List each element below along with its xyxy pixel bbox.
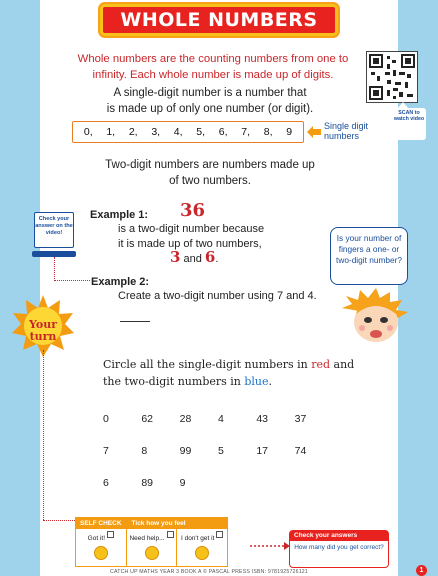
dotted-connector — [43, 520, 75, 521]
check-answers-box[interactable] — [289, 530, 389, 568]
example1-number: 36 — [180, 200, 206, 221]
example1-digit-b: 6 — [204, 248, 216, 266]
two-digit-definition — [60, 157, 360, 189]
single-digit-label: Single digit numbers — [324, 121, 369, 141]
digit-item: 6, — [218, 126, 228, 138]
tick-checkbox[interactable] — [167, 531, 174, 538]
qr-code-graphic — [367, 52, 417, 102]
instruction-part2: and the two-digit numbers in — [103, 358, 355, 388]
check-video-screen-icon[interactable]: Check your answer on the video! — [34, 212, 74, 248]
grid-number[interactable]: 7 — [103, 445, 109, 457]
digit-item: 5, — [196, 126, 206, 138]
self-check-header — [76, 518, 227, 529]
grid-number[interactable]: 43 — [256, 413, 269, 425]
dotted-connector — [43, 350, 44, 520]
check-answers-question: How many did you get correct? — [294, 544, 384, 551]
example1-text — [118, 222, 318, 251]
grid-number[interactable]: 5 — [217, 445, 224, 457]
intro-text: Whole numbers are the counting numbers from one to infinity. Each whole number is made up of digits. — [77, 53, 349, 81]
left-arrow-icon — [306, 125, 322, 139]
digit-item: 9 — [286, 126, 293, 138]
example1-period: . — [215, 253, 219, 265]
single-digit-definition — [60, 85, 360, 117]
self-check-box — [75, 517, 228, 567]
grid-number[interactable]: 17 — [256, 445, 269, 457]
girl-illustration — [336, 286, 416, 352]
grid-number[interactable]: 8 — [141, 445, 148, 457]
qr-code[interactable] — [366, 51, 418, 103]
example2-text: Create a two-digit number using 7 and 4. — [118, 290, 317, 302]
self-check-subtitle: Tick how you feel — [131, 520, 186, 527]
single-digit-list — [72, 121, 304, 143]
tick-checkbox[interactable] — [216, 531, 223, 538]
digit-item: 7, — [241, 126, 251, 138]
grid-number[interactable]: 74 — [294, 445, 307, 457]
example1-digit-a: 3 — [170, 248, 181, 266]
self-check-option-got-it[interactable] — [76, 529, 127, 566]
self-check-option-need-help[interactable] — [127, 529, 178, 566]
instruction-blue-word: blue — [244, 375, 269, 388]
single-digit-definition-line2: is made up of only one number (or digit). — [106, 103, 314, 115]
speech-bubble: Is your number of fingers a one- or two-digit number? — [330, 227, 408, 285]
example1-label: Example 1: — [90, 209, 149, 221]
your-turn-label: Your turn — [28, 318, 58, 343]
footer-text: CATCH UP MATHS YEAR 3 BOOK A © PASCAL PRESS ISBN: 9781925726121 — [110, 569, 308, 575]
grid-number[interactable]: 62 — [141, 413, 154, 425]
instruction-part3: . — [268, 375, 273, 388]
self-check-option-label: Need help... — [129, 535, 165, 542]
grid-number[interactable]: 9 — [179, 477, 186, 489]
grid-number[interactable]: 0 — [103, 413, 109, 425]
digit-item: 0, — [83, 126, 93, 138]
scan-video-label: SCAN to watch video — [392, 108, 426, 140]
instruction-text — [103, 356, 373, 390]
two-digit-definition-line1: Two-digit numbers are numbers made up — [105, 159, 315, 171]
grid-number[interactable]: 28 — [179, 413, 192, 425]
sad-face-icon — [195, 546, 209, 560]
digit-item: 3, — [151, 126, 161, 138]
example1-digits — [170, 248, 218, 266]
digit-item: 2, — [128, 126, 138, 138]
happy-face-icon — [94, 546, 108, 560]
answer-blank[interactable] — [120, 321, 150, 322]
arrow-right-icon — [250, 540, 290, 552]
self-check-option-dont-get-it[interactable] — [177, 529, 227, 566]
example1-text-line2: it is made up of two numbers, — [118, 237, 262, 250]
grid-number[interactable]: 89 — [141, 477, 154, 489]
neutral-face-icon — [145, 546, 159, 560]
self-check-option-label: Got it! — [87, 535, 105, 542]
instruction-red-word: red — [311, 358, 331, 371]
number-grid — [103, 413, 333, 489]
digit-item: 8, — [263, 126, 273, 138]
example2-label: Example 2: — [91, 276, 150, 288]
self-check-options — [76, 529, 227, 566]
tick-checkbox[interactable] — [107, 531, 114, 538]
grid-number[interactable]: 6 — [103, 477, 109, 489]
grid-number[interactable]: 4 — [217, 413, 224, 425]
dotted-connector — [54, 257, 90, 281]
grid-number[interactable]: 37 — [294, 413, 307, 425]
left-margin-band — [0, 0, 40, 576]
check-answers-title: Check your answers — [290, 531, 388, 541]
two-digit-definition-line2: of two numbers. — [169, 175, 251, 187]
page-title: WHOLE NUMBERS — [100, 4, 338, 36]
example1-and: and — [183, 253, 202, 265]
digit-item: 4, — [173, 126, 183, 138]
instruction-part1: Circle all the single-digit numbers in — [103, 358, 312, 371]
page-number: 1 — [416, 565, 427, 576]
self-check-title: SELF CHECK — [80, 520, 122, 527]
digit-item: 1, — [106, 126, 116, 138]
example1-text-line1: is a two-digit number because — [118, 223, 265, 235]
grid-number[interactable]: 99 — [179, 445, 192, 457]
self-check-option-label: I don't get it — [180, 535, 215, 542]
single-digit-definition-line1: A single-digit number is a number that — [113, 87, 307, 99]
